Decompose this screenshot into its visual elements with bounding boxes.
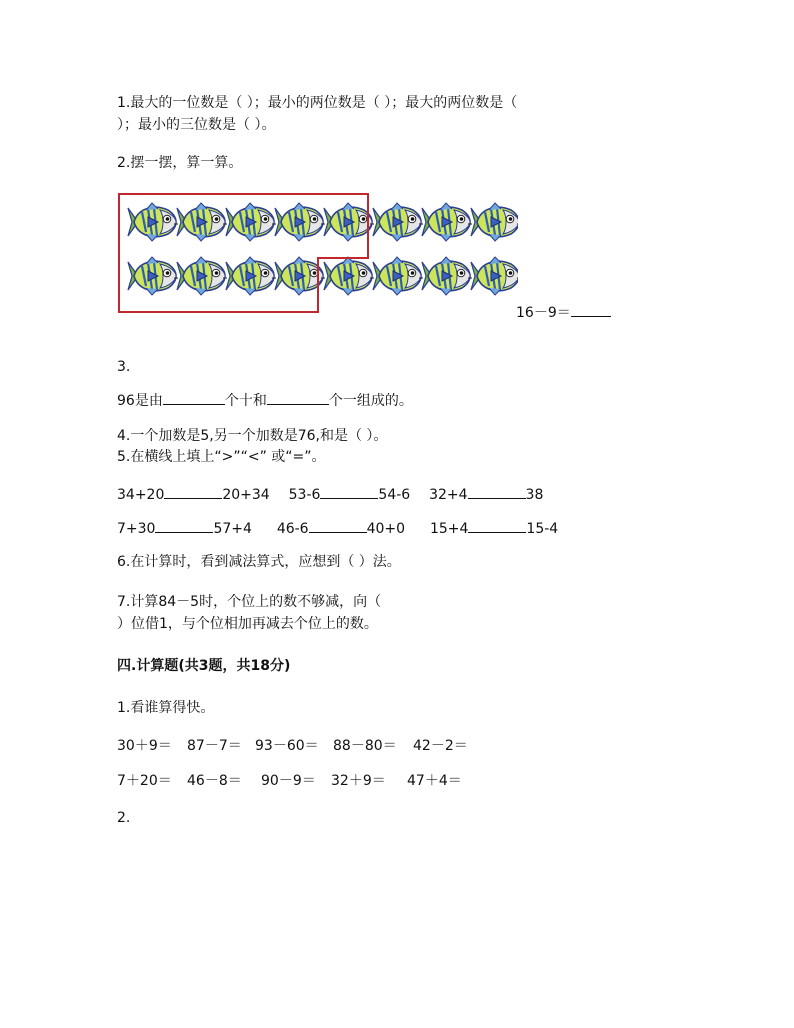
fish-icon: [324, 203, 374, 241]
fish-icon: [373, 257, 423, 295]
calc-item: 90－9＝: [261, 773, 316, 789]
compare-blank[interactable]: [309, 518, 367, 533]
compare-left: 46-6: [276, 521, 309, 537]
fish-icon: [471, 203, 518, 241]
q3-text-c: 个一组成的。: [328, 393, 413, 409]
compare-right: 57+4: [213, 521, 252, 537]
calc-item: 32＋9＝: [331, 773, 386, 789]
fish-illustration: [118, 192, 518, 316]
compare-left: 34+20: [117, 487, 165, 503]
compare-left: 32+4: [429, 487, 468, 503]
q3-text-a: 96是由: [117, 393, 163, 409]
compare-left: 53-6: [288, 487, 321, 503]
q7-line1: 7.计算84－5时，个位上的数不够减，向（: [117, 594, 382, 610]
calc-item: 93－60＝: [255, 738, 319, 754]
q3-text-b: 个十和: [224, 393, 267, 409]
compare-blank[interactable]: [164, 484, 222, 499]
q5-row2: [117, 518, 558, 539]
blank-ones[interactable]: [267, 390, 329, 405]
q7-line2: ）位借1，与个位相加再减去个位上的数。: [117, 616, 378, 632]
fish-icon: [128, 257, 178, 295]
fish-svg: [118, 192, 518, 316]
q6-text: 6.在计算时，看到减法算式，应想到（ ）法。: [117, 554, 401, 570]
q3-sentence: [117, 390, 413, 411]
q1-line2: ）；最小的三位数是（ ）。: [117, 117, 276, 133]
calc-row1: [117, 736, 483, 756]
q2-title: 2.摆一摆，算一算。: [117, 155, 243, 171]
fish-icon: [226, 203, 276, 241]
compare-right: 15-4: [526, 521, 559, 537]
q2-equation-row: [516, 302, 611, 322]
compare-left: 7+30: [117, 521, 156, 537]
fish-icon: [128, 203, 178, 241]
fish-icon: [177, 203, 227, 241]
answer-blank[interactable]: [571, 302, 611, 317]
section4-q1-title: 1.看谁算得快。: [117, 700, 215, 716]
compare-blank[interactable]: [468, 484, 526, 499]
compare-left: 15+4: [429, 521, 469, 537]
compare-blank[interactable]: [320, 484, 378, 499]
q3-number: 3.: [117, 359, 131, 375]
calc-item: 88－80＝: [333, 738, 397, 754]
q4-text: 4.一个加数是5,另一个加数是76,和是（ ）。: [117, 428, 388, 444]
section4-title: 四.计算题(共3题，共18分): [117, 658, 291, 674]
fish-icon: [324, 257, 374, 295]
fish-icon: [226, 257, 276, 295]
compare-right: 40+0: [366, 521, 406, 537]
fish-icon: [373, 203, 423, 241]
q2-equation: 16－9＝: [516, 305, 571, 321]
calc-item: 42－2＝: [413, 738, 468, 754]
compare-right: 38: [525, 487, 544, 503]
fish-group: [128, 203, 518, 295]
compare-right: 54-6: [378, 487, 411, 503]
calc-item: 30＋9＝: [117, 738, 172, 754]
compare-blank[interactable]: [468, 518, 526, 533]
fish-icon: [275, 203, 325, 241]
compare-blank[interactable]: [155, 518, 213, 533]
q5-title: 5.在横线上填上“>”“<” 或“=”。: [117, 449, 326, 465]
fish-icon: [422, 203, 472, 241]
calc-row2: [117, 771, 477, 791]
calc-item: 46－8＝: [187, 773, 242, 789]
compare-right: 20+34: [222, 487, 270, 503]
q5-row1: [117, 484, 543, 505]
calc-item: 47＋4＝: [407, 773, 462, 789]
fish-icon: [177, 257, 227, 295]
calc-item: 7＋20＝: [117, 773, 172, 789]
q1-line1: 1.最大的一位数是（ ）；最小的两位数是（ ）；最大的两位数是（: [117, 95, 518, 111]
blank-tens[interactable]: [163, 390, 225, 405]
fish-icon: [422, 257, 472, 295]
section4-q2-number: 2.: [117, 810, 131, 826]
calc-item: 87－7＝: [187, 738, 242, 754]
fish-icon: [471, 257, 518, 295]
